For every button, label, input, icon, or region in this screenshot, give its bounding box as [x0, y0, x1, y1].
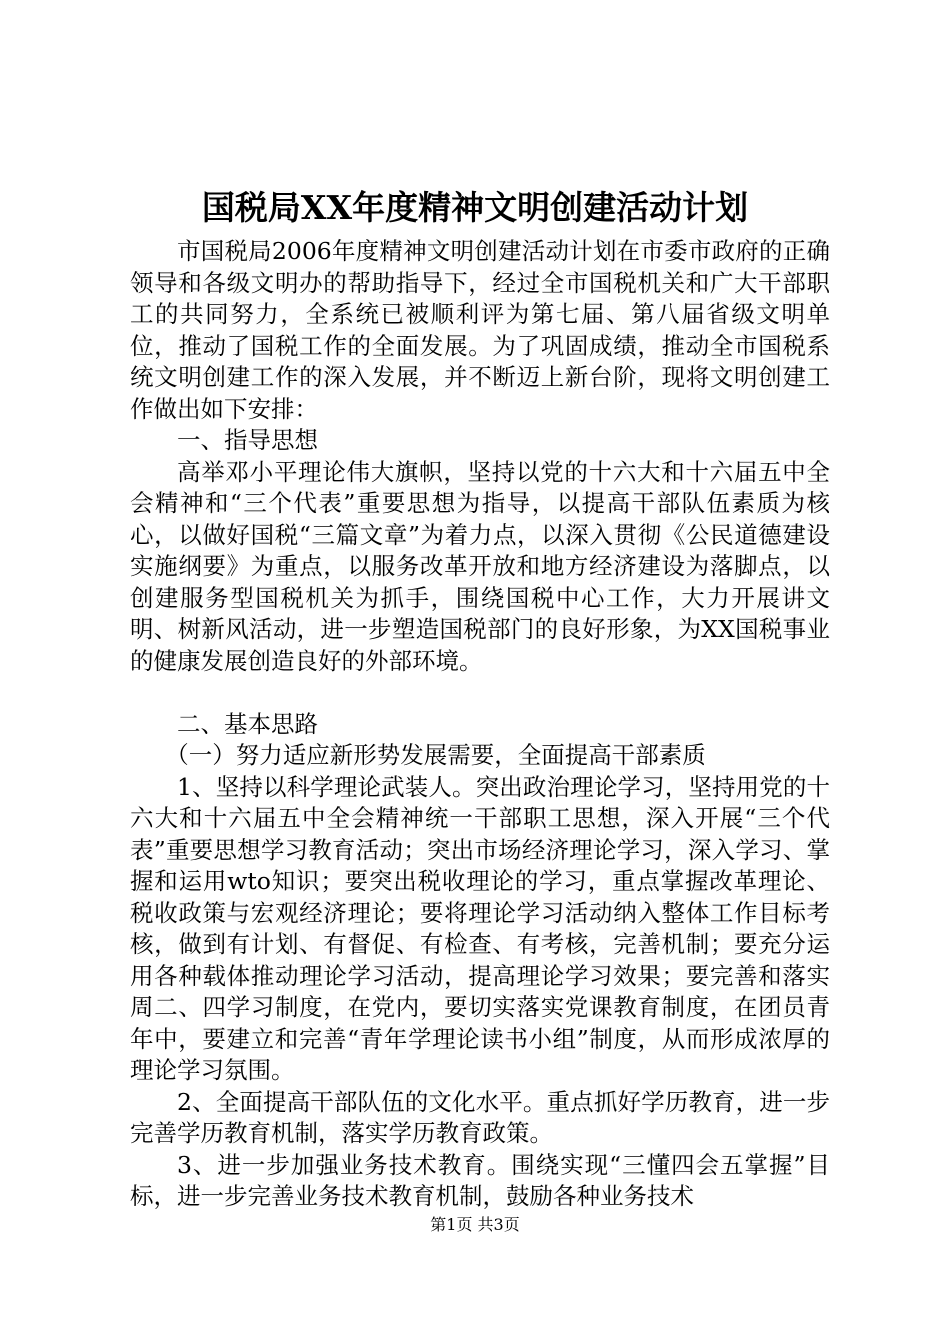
- document-body: [130, 236, 830, 1213]
- list-item-education-level: 2、全面提高干部队伍的文化水平。重点抓好学历教育，进一步完善学历教育机制，落实学历教育政策。: [130, 1087, 830, 1147]
- paragraph-intro: 市国税局2006年度精神文明创建活动计划在市委市政府的正确领导和各级文明办的帮助指导下，经过全市国税机关和广大干部职工的共同努力，全系统已被顺利评为第七届、第八届省级文明单位，推动了国税工作的全面发展。为了巩固成绩，推动全市国税系统文明创建工作的深入发展，并不断迈上新台阶，现将文明创建工作做出如下安排：: [130, 237, 830, 423]
- document-title: 国税局XX年度精神文明创建活动计划: [201, 188, 749, 227]
- list-item-theory-study: 1、坚持以科学理论武装人。突出政治理论学习，坚持用党的十六大和十六届五中全会精神统一干部职工思想，深入开展“三个代表”重要思想学习教育活动；突出市场经济理论学习，深入学习、掌握和运用wto知识；要突出税收理论的学习，重点掌握改革理论、税收政策与宏观经济理论；要将理论学习活动纳入整体工作目标考核，做到有计划、有督促、有检查、有考核，完善机制；要充分运用各种载体推动理论学习活动，提高理论学习效果；要完善和落实周二、四学习制度，在党内，要切实落实党课教育制度，在团员青年中，要建立和完善“青年学理论读书小组”制度，从而形成浓厚的理论学习氛围。: [130, 772, 830, 1084]
- section-heading-basic-approach: 二、基本思路: [177, 709, 318, 738]
- list-item-technical-education: 3、进一步加强业务技术教育。围绕实现“三懂四会五掌握”目标，进一步完善业务技术教育机制，鼓励各种业务技术: [130, 1150, 830, 1210]
- page-number-footer: 第1页 共3页: [430, 1215, 520, 1234]
- section-heading-guiding-thought: 一、指导思想: [177, 426, 318, 454]
- paragraph-guiding-thought: 高举邓小平理论伟大旗帜，坚持以党的十六大和十六届五中全会精神和“三个代表”重要思想为指导，以提高干部队伍素质为核心，以做好国税“三篇文章”为着力点，以深入贯彻《公民道德建设实施纲要》为重点，以服务改革开放和地方经济建设为落脚点，以创建服务型国税机关为抓手，围绕国税中心工作，大力开展讲文明、树新风活动，进一步塑造国税部门的良好形象，为XX国税事业的健康发展创造良好的外部环境。: [130, 457, 830, 675]
- paragraph-spacer: [130, 677, 830, 709]
- subsection-heading-improve-quality: （一）努力适应新形势发展需要，全面提高干部素质: [165, 741, 706, 769]
